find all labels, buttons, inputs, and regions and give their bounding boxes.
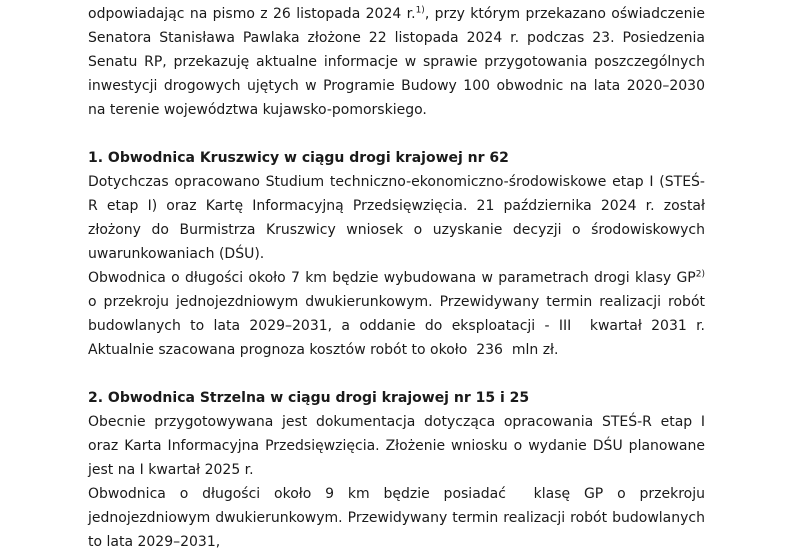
section-1-paragraph-2-after-footnote: o przekroju jednojezdniowym dwukierunkowym. Przewidywany termin realizacji robót budowlanych to lata 2029–2031, a oddanie do eksploatacji - III kwartał 2031 r. Aktualnie szacowana prognoza kosztów robót to około 236 mln zł. bbox=[88, 270, 710, 358]
section-1-paragraph-1: Dotychczas opracowano Studium techniczno-ekonomiczno-środowiskowe etap I (STEŚ-R etap I) oraz Kartę Informacyjną Przedsięwzięcia. 21 października 2024 r. został złożony do Burmistrza Kruszwicy wniosek o uzyskanie decyzji o środowiskowych uwarunkowaniach (DŚU). bbox=[88, 174, 710, 262]
intro-paragraph bbox=[88, 2, 710, 122]
intro-text-after-footnote: , przy którym przekazano oświadczenie Senatora Stanisława Pawlaka złożone 22 listopada 2024 r. podczas 23. Posiedzenia Senatu RP, przekazuję aktualne informacje w sprawie przygotowania poszczególnych inwestycji drogowych ujętych w Programie Budowy 100 obwodnic na lata 2020–2030 na terenie województwa kujawsko-pomorskiego. bbox=[88, 6, 710, 118]
section-1-paragraph-2-before-footnote: Obwodnica o długości około 7 km będzie wybudowana w parametrach drogi klasy GP bbox=[88, 270, 696, 286]
section-1-heading: 1. Obwodnica Kruszwicy w ciągu drogi krajowej nr 62 bbox=[88, 150, 509, 166]
footnote-ref-2: 2) bbox=[695, 269, 705, 280]
document-page bbox=[88, 2, 710, 554]
section-2-heading: 2. Obwodnica Strzelna w ciągu drogi krajowej nr 15 i 25 bbox=[88, 390, 530, 406]
section-1-paragraph-2 bbox=[88, 266, 710, 362]
section-2-paragraph-2: Obwodnica o długości około 9 km będzie posiadać klasę GP o przekroju jednojezdniowym dwukierunkowym. Przewidywany termin realizacji robót budowlanych to lata 2029–2031, bbox=[88, 486, 710, 550]
intro-text-before-footnote: odpowiadając na pismo z 26 listopada 2024 r. bbox=[88, 6, 416, 22]
section-2-paragraph-1: Obecnie przygotowywana jest dokumentacja dotycząca opracowania STEŚ-R etap I oraz Karta Informacyjna Przedsięwzięcia. Złożenie wniosku o wydanie DŚU planowane jest na I kwartał 2025 r. bbox=[88, 414, 710, 478]
footnote-ref-1: 1) bbox=[415, 5, 425, 16]
